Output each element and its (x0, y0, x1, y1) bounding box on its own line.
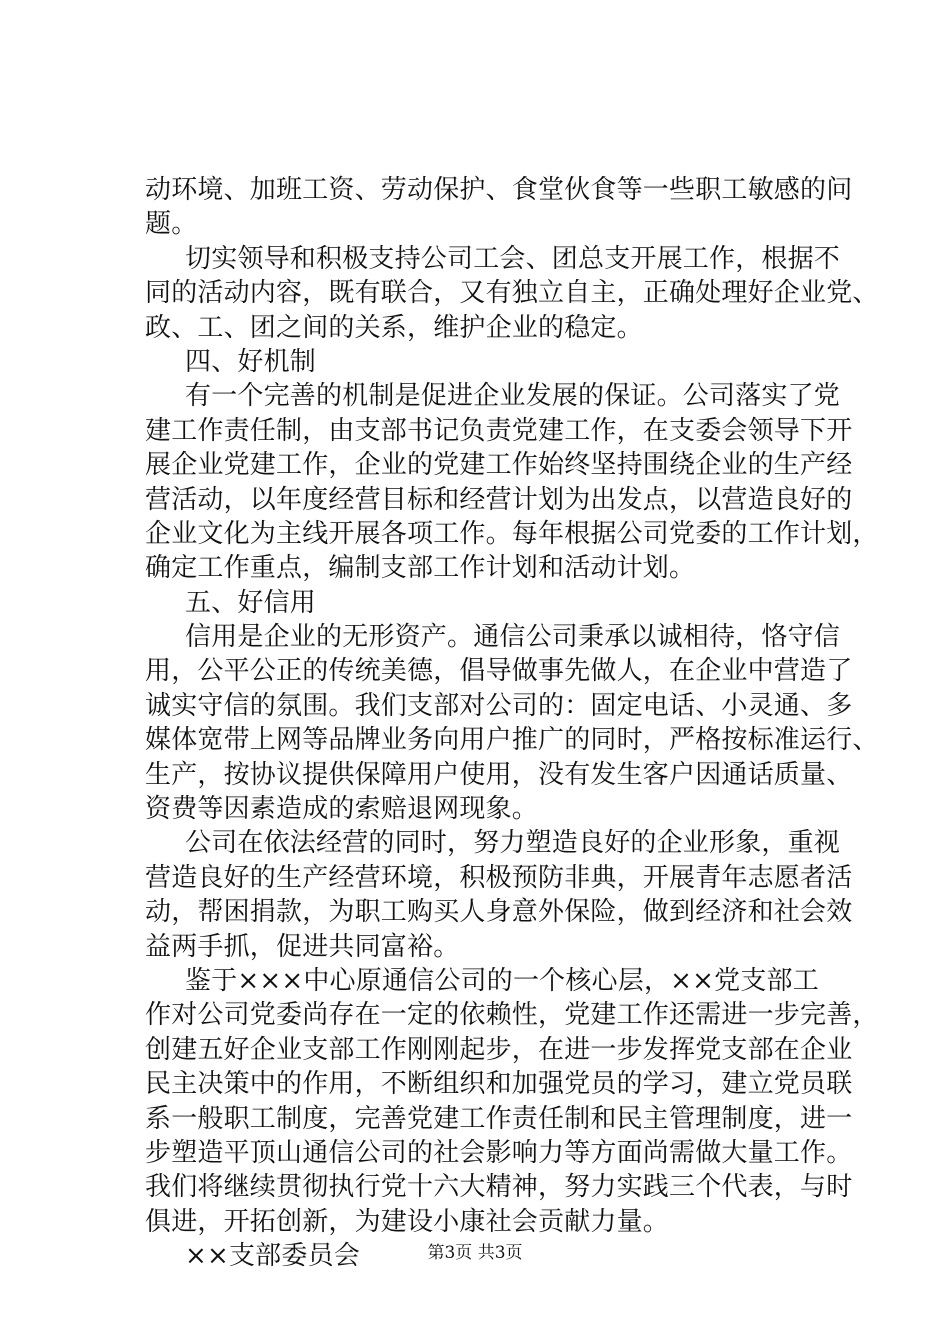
text-line: 诚实守信的氛围。我们支部对公司的：固定电话、小灵通、多 (145, 690, 853, 721)
text-line: 营活动，以年度经营目标和经营计划为出发点，以营造良好的 (145, 484, 853, 515)
text-line: 民主决策中的作用，不断组织和加强党员的学习，建立党员联 (145, 1069, 853, 1100)
text-line: 益两手抓，促进共同富裕。 (145, 931, 460, 962)
text-line: 营造良好的生产经营环境，积极预防非典，开展青年志愿者活 (145, 862, 853, 893)
text-line: 展企业党建工作，企业的党建工作始终坚持围绕企业的生产经 (145, 450, 853, 481)
text-line: 系一般职工制度，完善党建工作责任制和民主管理制度，进一 (145, 1103, 853, 1134)
document-body (145, 173, 879, 1274)
text-line: 政、工、团之间的关系，维护企业的稳定。 (145, 312, 643, 343)
text-line: 步塑造平顶山通信公司的社会影响力等方面尚需做大量工作。 (145, 1137, 853, 1168)
page-number-label: 第3页 共3页 (427, 1243, 523, 1263)
text-line: 鉴于×××中心原通信公司的一个核心层，××党支部工 (185, 965, 819, 996)
text-line: 建工作责任制，由支部书记负责党建工作，在支委会领导下开 (145, 415, 853, 446)
text-line: 动环境、加班工资、劳动保护、食堂伙食等一些职工敏感的问 (145, 175, 853, 205)
page-footer (0, 1238, 950, 1263)
text-line: 动，帮困捐款，为职工购买人身意外保险，做到经济和社会效 (145, 897, 853, 928)
text-line: 我们将继续贯彻执行党十六大精神，努力实践三个代表，与时 (145, 1172, 853, 1203)
text-line: 题。 (145, 209, 198, 240)
text-line: 五、好信用 (185, 587, 317, 618)
text-line: 确定工作重点，编制支部工作计划和活动计划。 (145, 553, 696, 584)
text-line: 切实领导和积极支持公司工会、团总支开展工作，根据不 (185, 243, 841, 274)
text-line: 同的活动内容，既有联合，又有独立自主，正确处理好企业党、 (145, 278, 879, 309)
text-line: 作对公司党委尚存在一定的依赖性，党建工作还需进一步完善， (145, 1000, 879, 1031)
text-line: 四、好机制 (185, 346, 317, 377)
text-line: 公司在依法经营的同时，努力塑造良好的企业形象，重视 (185, 828, 841, 859)
text-line: 企业文化为主线开展各项工作。每年根据公司党委的工作计划， (145, 518, 879, 549)
text-line: 用，公平公正的传统美德，倡导做事先做人，在企业中营造了 (145, 656, 853, 687)
text-line: 创建五好企业支部工作刚刚起步，在进一步发挥党支部在企业 (145, 1034, 853, 1065)
text-line: ××支部委员会 (185, 1241, 360, 1272)
text-line: 媒体宽带上网等品牌业务向用户推广的同时，严格按标准运行、 (145, 725, 879, 756)
text-line: 信用是企业的无形资产。通信公司秉承以诚相待，恪守信 (185, 622, 841, 653)
text-line: 有一个完善的机制是促进企业发展的保证。公司落实了党 (185, 381, 841, 412)
text-line: 俱进，开拓创新，为建设小康社会贡献力量。 (145, 1206, 670, 1237)
text-line: 生产，按协议提供保障用户使用，没有发生客户因通话质量、 (145, 759, 853, 790)
text-line: 资费等因素造成的索赔退网现象。 (145, 794, 539, 825)
